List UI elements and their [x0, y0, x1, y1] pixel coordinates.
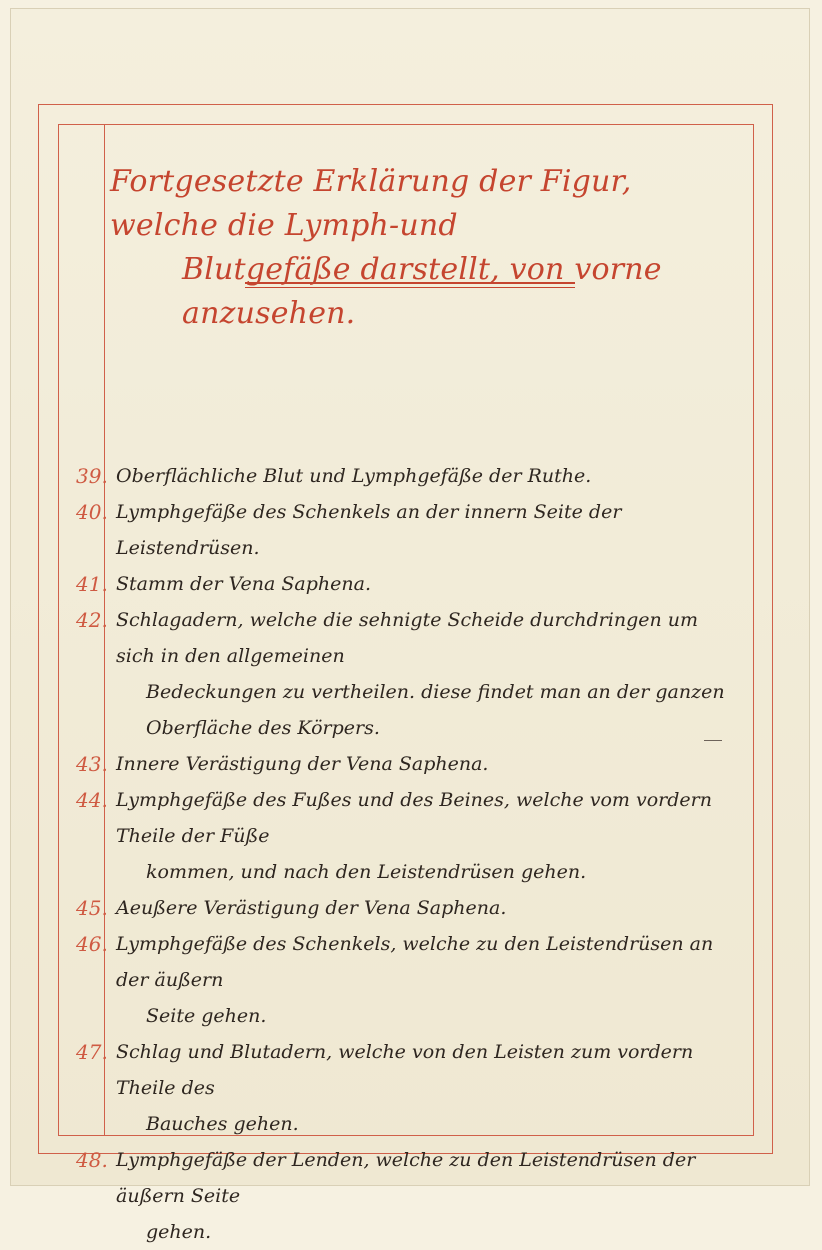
entry-text-continuation: Seite gehen.: [146, 1005, 267, 1027]
legend-entry: [0, 602, 822, 746]
entry-text-continuation: Bauches gehen.: [146, 1113, 299, 1135]
entry-text: Aeußere Verästigung der Vena Saphena.: [116, 897, 507, 919]
entry-text: Lymphgefäße der Lenden, welche zu den Leistendrüsen der äußern Seite: [116, 1149, 696, 1207]
entry-text: Lymphgefäße des Schenkels, welche zu den Leistendrüsen an der äußern: [116, 933, 714, 991]
entry-text: Stamm der Vena Saphena.: [116, 573, 371, 595]
entry-number: 43.: [76, 752, 108, 776]
legend-entry: [0, 746, 822, 782]
entry-text-continuation: gehen.: [146, 1221, 212, 1243]
legend-entry: [0, 566, 822, 602]
entry-number: 44.: [76, 788, 108, 812]
legend-entries: [0, 458, 822, 1250]
entry-number: 46.: [76, 932, 108, 956]
legend-entry: [0, 926, 822, 1034]
entry-number: 45.: [76, 896, 108, 920]
title-underline: [245, 282, 575, 284]
entry-number: 40.: [76, 500, 108, 524]
entry-number: 41.: [76, 572, 108, 596]
entry-number: 47.: [76, 1040, 108, 1064]
legend-entry: [0, 890, 822, 926]
page-title: [110, 160, 730, 336]
entry-text: Schlagadern, welche die sehnigte Scheide durchdringen um sich in den allgemeinen: [116, 609, 699, 667]
entry-text: Oberflächliche Blut und Lymphgefäße der Ruthe.: [116, 465, 592, 487]
title-line-2: Blutgefäße darstellt, von vorne anzusehen.: [182, 252, 662, 331]
entry-text: Lymphgefäße des Schenkels an der innern Seite der Leistendrüsen.: [116, 501, 622, 559]
title-underline-thin: [245, 287, 575, 288]
title-line-1: Fortgesetzte Erklärung der Figur, welche die Lymph-und: [110, 164, 632, 243]
entry-text: Schlag und Blutadern, welche von den Leisten zum vordern Theile des: [116, 1041, 694, 1099]
entry-text: Innere Verästigung der Vena Saphena.: [116, 753, 489, 775]
legend-entry: [0, 458, 822, 494]
legend-entry: [0, 494, 822, 566]
entry-number: 42.: [76, 608, 108, 632]
entry-text-continuation: kommen, und nach den Leistendrüsen gehen.: [146, 861, 587, 883]
entry-number: 39.: [76, 464, 108, 488]
legend-entry: [0, 782, 822, 890]
entry-text-continuation: Bedeckungen zu vertheilen. diese findet man an der ganzen Oberfläche des Körpers.: [146, 681, 725, 739]
entry-number: 48.: [76, 1148, 108, 1172]
legend-entry: [0, 1034, 822, 1142]
pen-stroke-mark: [704, 740, 722, 741]
legend-entry: [0, 1142, 822, 1250]
entry-text: Lymphgefäße des Fußes und des Beines, welche vom vordern Theile der Füße: [116, 789, 712, 847]
